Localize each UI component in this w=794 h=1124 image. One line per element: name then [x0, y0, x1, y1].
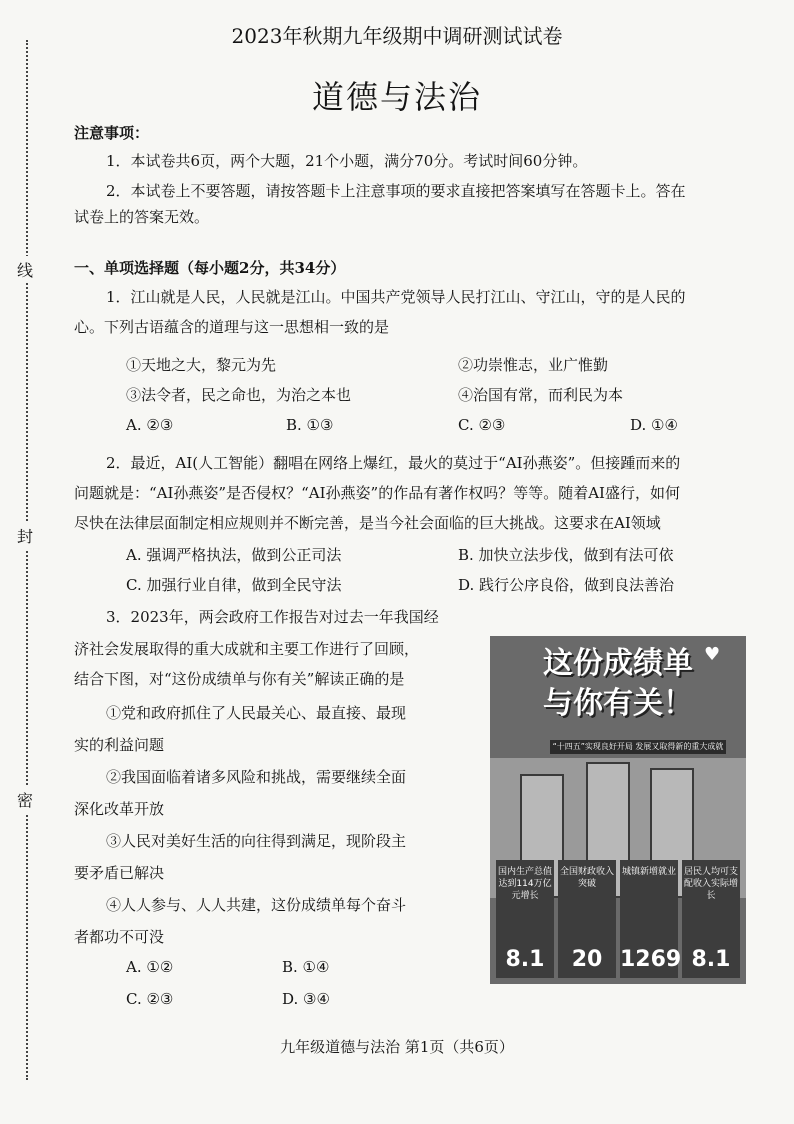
- stat-value: 20: [571, 947, 603, 972]
- q2-option-a: A. 强调严格执法，做到公正司法: [126, 546, 342, 564]
- notice-title: 注意事项：: [74, 124, 150, 142]
- q1-statement-2: ②功崇惟志，业广惟勤: [458, 356, 609, 374]
- stat-label: 城镇新增就业: [621, 867, 676, 877]
- q3-option-c: C. ②③: [126, 990, 174, 1008]
- q1-statement-1: ①天地之大，黎元为先: [126, 356, 277, 374]
- q3-option-d: D. ③④: [282, 990, 330, 1008]
- q3-statement-4-line-1: ④人人参与、人人共建，这份成绩单每个奋斗: [106, 896, 407, 914]
- stat-card-employment: [620, 860, 682, 978]
- q1-option-c: C. ②③: [458, 416, 506, 434]
- q3-statement-3-line-2: 要矛盾已解决: [74, 864, 165, 882]
- q2-option-b: B. 加快立法步伐，做到有法可依: [458, 546, 674, 564]
- heart-icon: ♥: [704, 644, 721, 665]
- binding-mark-mi: 密: [17, 786, 33, 813]
- notice-item-1: 1．本试卷共6页，两个大题，21个小题，满分70分。考试时间60分钟。: [106, 152, 588, 170]
- q2-option-c: C. 加强行业自律，做到全民守法: [126, 576, 342, 594]
- q3-statement-1-line-1: ①党和政府抓住了人民最关心、最直接、最现: [106, 704, 407, 722]
- q1-statement-4: ④治国有常，而利民为本: [458, 386, 624, 404]
- figure-banner: “十四五”实现良好开局 发展又取得新的重大成就: [550, 740, 726, 754]
- q3-option-b: B. ①④: [282, 958, 330, 976]
- q3-statement-2-line-2: 深化改革开放: [74, 800, 165, 818]
- stat-card-revenue: [558, 860, 616, 978]
- q3-statement-3-line-1: ③人民对美好生活的向往得到满足，现阶段主: [106, 832, 407, 850]
- stat-label: 居民人均可支配收入实际增长: [683, 867, 738, 901]
- q2-stem-line-1: 2．最近，AI(人工智能）翻唱在网络上爆红，最火的莫过于“AI孙燕姿”。但接踵而来的: [106, 454, 681, 472]
- figure-title-line-2: 与你有关！: [543, 686, 693, 721]
- q2-option-d: D. 践行公序良俗，做到良法善治: [458, 576, 675, 594]
- q3-statement-2-line-1: ②我国面临着诸多风险和挑战，需要继续全面: [106, 768, 407, 786]
- stat-value: 8.1: [505, 947, 545, 972]
- q1-option-d: D. ①④: [630, 416, 678, 434]
- q3-option-a: A. ①②: [126, 958, 174, 976]
- q3-statement-4-line-2: 者都功不可没: [74, 928, 165, 946]
- q3-stem-line-1: 3．2023年，两会政府工作报告对过去一年我国经: [106, 608, 439, 626]
- stat-label: 国内生产总值达到114万亿元增长: [497, 867, 552, 901]
- q3-statement-1-line-2: 实的利益问题: [74, 736, 165, 754]
- q2-stem-line-2: 问题就是：“AI孙燕姿”是否侵权？“AI孙燕姿”的作品有著作权吗？等等。随着AI盛行，如何: [74, 484, 680, 502]
- notice-item-2-line-2: 试卷上的答案无效。: [74, 208, 210, 226]
- binding-mark-feng: 封: [17, 522, 33, 549]
- figure-title-line-1: 这份成绩单: [543, 646, 693, 681]
- q3-stem-line-3: 结合下图，对“这份成绩单与你有关”解读正确的是: [74, 670, 405, 688]
- q1-option-b: B. ①③: [286, 416, 334, 434]
- section-1-title: 一、单项选择题（每小题2分，共34分）: [74, 259, 346, 277]
- stat-label: 全国财政收入突破: [559, 867, 614, 889]
- q3-stem-line-2: 济社会发展取得的重大成就和主要工作进行了回顾，: [74, 640, 420, 658]
- report-card-figure: [490, 636, 746, 984]
- q1-stem-line-2: 心。下列古语蕴含的道理与这一思想相一致的是: [74, 318, 390, 336]
- q1-stem-line-1: 1．江山就是人民，人民就是江山。中国共产党领导人民打江山、守江山，守的是人民的: [106, 288, 686, 306]
- page-footer: 九年级道德与法治 第1页（共6页）: [280, 1038, 514, 1056]
- q1-option-a: A. ②③: [126, 416, 174, 434]
- stat-value: 1269: [620, 947, 682, 972]
- q2-stem-line-3: 尽快在法律层面制定相应规则并不断完善，是当今社会面临的巨大挑战。这要求在AI领域: [74, 514, 661, 532]
- subject-title: 道德与法治: [311, 78, 482, 116]
- notice-item-2-line-1: 2．本试卷上不要答题，请按答题卡上注意事项的要求直接把答案填写在答题卡上。答在: [106, 182, 686, 200]
- binding-dotted-line: [26, 40, 28, 1080]
- q1-statement-3: ③法令者，民之命也，为治之本也: [126, 386, 352, 404]
- binding-mark-xian: 线: [17, 256, 33, 283]
- stat-card-income: [682, 860, 740, 978]
- stat-card-gdp: [496, 860, 554, 978]
- stat-value: 8.1: [691, 947, 731, 972]
- exam-title: 2023年秋期九年级期中调研测试试卷: [231, 24, 563, 48]
